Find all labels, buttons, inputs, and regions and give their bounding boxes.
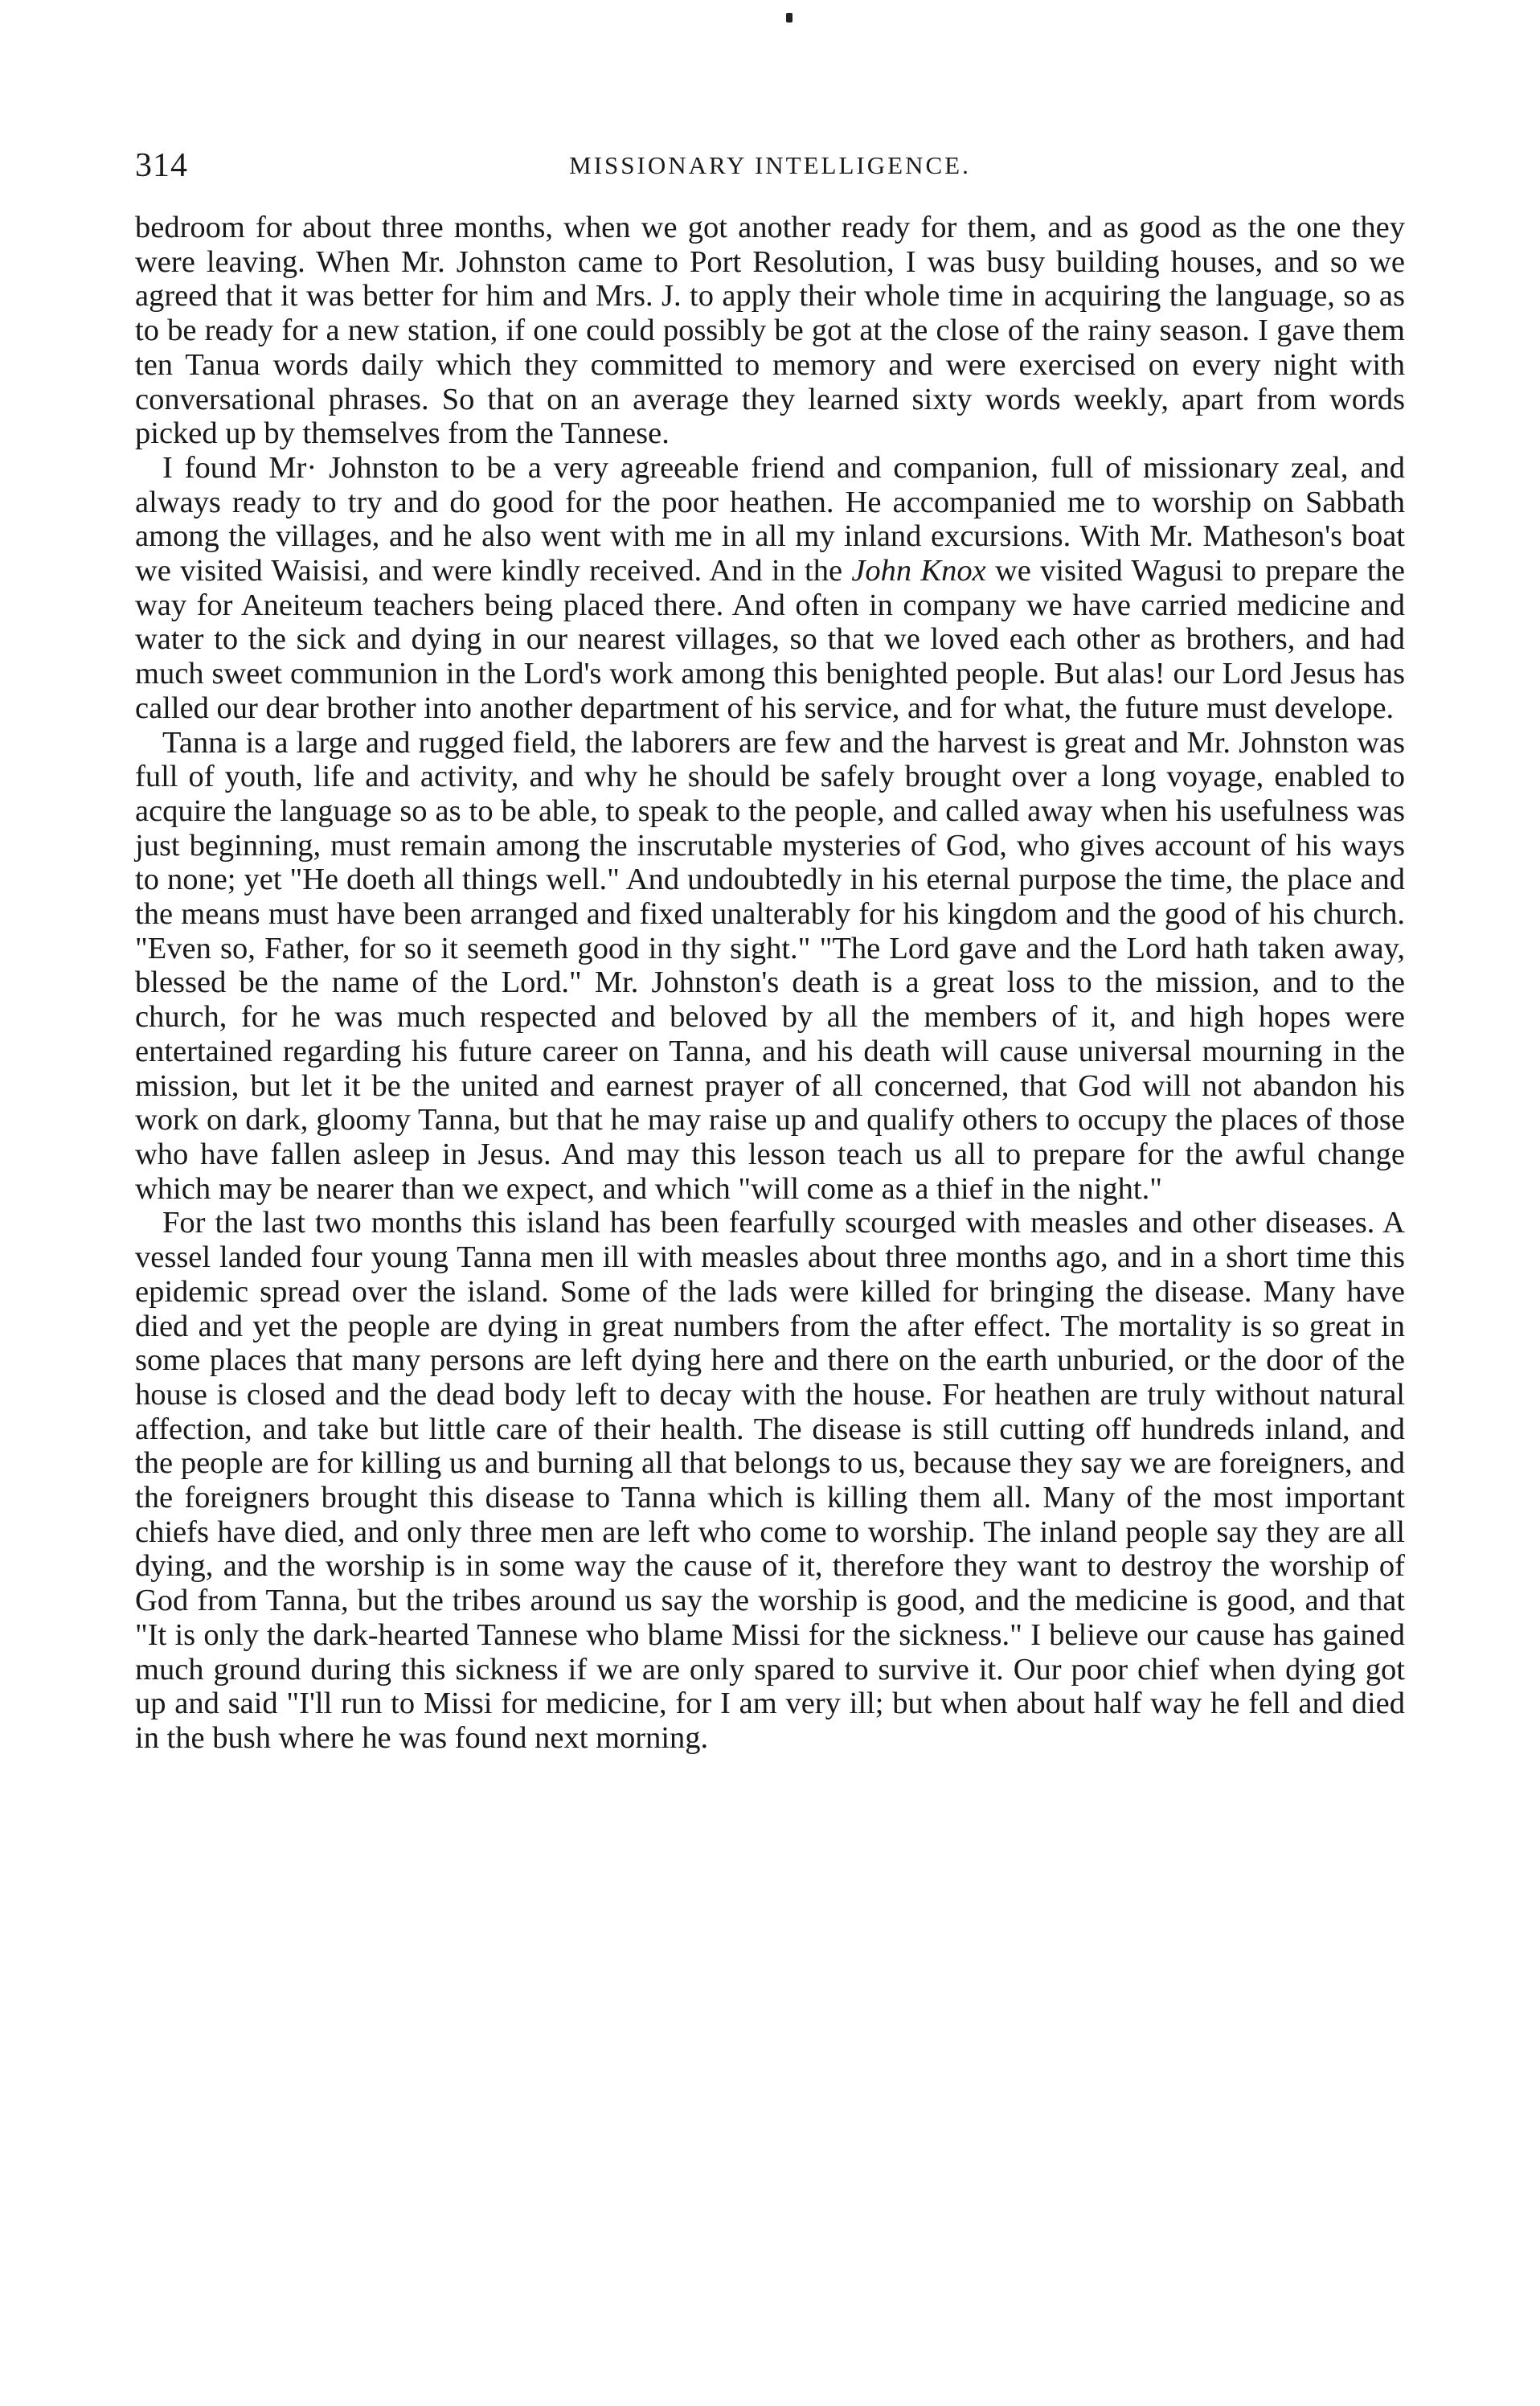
article-body bbox=[135, 211, 1405, 1756]
paragraph-2 bbox=[135, 451, 1405, 726]
paragraph-3: Tanna is a large and rugged field, the laborers are few and the harvest is great and Mr. Johnston was full of youth, life and activity, and why he should be safely brought over a long voyage, enabled to acquire the language so as to be able, to speak to the people, and called away when his usefulness was just beginning, must remain among the inscrutable mysteries of God, who gives account of his ways to none; yet "He doeth all things well." And undoubtedly in his eternal purpose the time, the place and the means must have been arranged and fixed unalterably for his kingdom and the good of his church. "Even so, Father, for so it seemeth good in thy sight." "The Lord gave and the Lord hath taken away, blessed be the name of the Lord." Mr. Johnston's death is a great loss to the mission, and to the church, for he was much respected and beloved by all the members of it, and high hopes were entertained regarding his future career on Tanna, and his death will cause universal mourning in the mission, but let it be the united and earnest prayer of all concerned, that God will not abandon his work on dark, gloomy Tanna, but that he may raise up and qualify others to occupy the places of those who have fallen asleep in Jesus. And may this lesson teach us all to prepare for the awful change which may be nearer than we expect, and which "will come as a thief in the night." bbox=[135, 725, 1405, 1206]
print-speck bbox=[786, 13, 793, 23]
paragraph-1: bedroom for about three months, when we got another ready for them, and as good as the one they were leaving. When Mr. Johnston came to Port Resolution, I was busy building houses, and so we agreed that it was better for him and Mrs. J. to apply their whole time in acquiring the language, so as to be ready for a new station, if one could possibly be got at the close of the rainy season. I gave them ten Tanua words daily which they committed to memory and were exercised on every night with conversational phrases. So that on an average they learned sixty words weekly, apart from words picked up by themselves from the Tannese. bbox=[135, 211, 1405, 451]
paragraph-4: For the last two months this island has been fearfully scourged with measles and other diseases. A vessel landed four young Tanna men ill with measles about three months ago, and in a short time this epidemic spread over the island. Some of the lads were killed for bringing the disease. Many have died and yet the people are dying in great numbers from the after effect. The mortality is so great in some places that many persons are left dying here and there on the earth unburied, or the door of the house is closed and the dead body left to decay with the house. For heathen are truly without natural affection, and take but little care of their health. The disease is still cutting off hundreds inland, and the people are for killing us and burning all that belongs to us, because they say we are foreigners, and the foreigners brought this disease to Tanna which is killing them all. Many of the most important chiefs have died, and only three men are left who come to worship. The inland people say they are all dying, and the worship is in some way the cause of it, therefore they want to destroy the worship of God from Tanna, but the tribes around us say the worship is good, and the medicine is good, and that "It is only the dark-hearted Tannese who blame Missi for the sickness." I believe our cause has gained much ground during this sickness if we are only spared to survive it. Our poor chief when dying got up and said "I'll run to Missi for medicine, for I am very ill; but when about half way he fell and died in the bush where he was found next morning. bbox=[135, 1206, 1405, 1755]
paragraph-2-before: I found Mr· Johnston to be a very agreeable friend and companion, full of missionary zeal, and always ready to try and do good for the poor heathen. He accompanied me to worship on Sabbath among the villages, and he also went with me in all my inland excursions. With Mr. Matheson's boat we visited Waisisi, and were kindly received. And in the bbox=[135, 450, 1405, 588]
paragraph-2-after: we visited Wagusi to prepare the way for Aneiteum teachers being placed there. And often in company we have carried medicine and water to the sick and dying in our nearest villages, so that we loved each other as brothers, and had much sweet communion in the Lord's work among this benighted people. But alas! our Lord Jesus has called our dear brother into another department of his service, and for what, the future must develope. bbox=[135, 554, 1405, 725]
ship-name: John Knox bbox=[851, 554, 986, 588]
running-head: MISSIONARY INTELLIGENCE. bbox=[569, 151, 971, 179]
page-number: 314 bbox=[135, 147, 188, 184]
page-header bbox=[135, 141, 1405, 190]
